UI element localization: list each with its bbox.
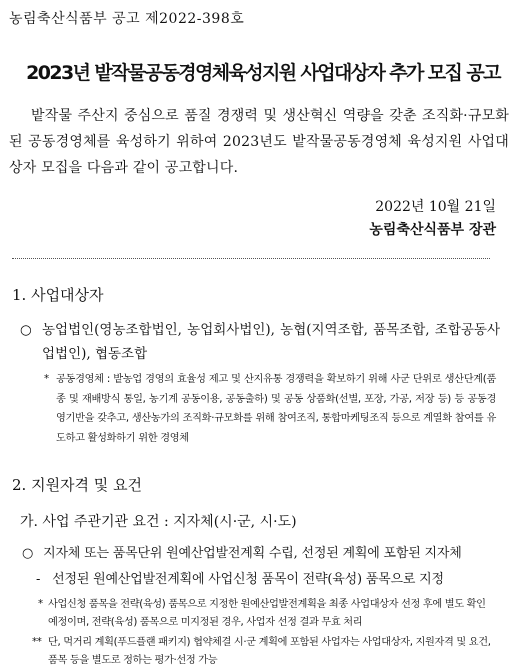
strategic-item-requirement-text: 선정된 원예산업발전계획에 사업신청 품목이 전략(육성) 품목으로 지정 [52, 572, 444, 587]
joint-management-note [44, 370, 496, 448]
eligible-applicants-item [20, 318, 500, 366]
eligible-applicants-text: 농업법인(영농조합법인, 농업회사법인), 농협(지역조합, 품목조합, 조합공동사업법인), 협동조합 [42, 322, 500, 362]
strategic-item-note [38, 596, 496, 632]
asterisk-icon: * [44, 374, 49, 385]
section-heading-eligible-applicants: 1. 사업대상자 [12, 286, 104, 304]
ministry-signature: 농림축산식품부 장관 [369, 222, 496, 238]
host-agency-requirement-text: 지자체 또는 품목단위 원예산업발전계획 수립, 선정된 계획에 포함된 지자체 [43, 546, 462, 561]
dash-icon: - [36, 572, 41, 587]
joint-management-note-text: 공동경영체 : 밭농업 경영의 효율성 제고 및 산지유통 경쟁력을 확보하기 위해 사군 단위로 생산단계(품종 및 재배방식 통일, 농기계 공동이용, 공동출하) 및 공동 상품화(선별, 포장, 가공, 저장 등) 등 공동경영기반을 갖추고, 생산농가의 조직화·규모화를 위해 참여조직, 통합마케팅조직 등으로 계열화 참여를 유도하고 활성화하기 위한 경영체 [56, 374, 496, 444]
food-plan-exception-note-text: 단, 먹거리 계획(푸드플랜 패키지) 협약체결 시·군 계획에 포함된 사업자는 사업대상자, 지원자격 및 요건, 품목 등을 별도로 정하는 평가·선정 가능 [48, 637, 491, 666]
subheading-host-agency: 가. 사업 주관기관 요건 : 지자체(시·군, 시·도) [20, 514, 297, 530]
notice-title: 2023년 밭작물공동경영체육성지원 사업대상자 추가 모집 공고 [26, 62, 500, 84]
asterisk-icon: * [38, 599, 43, 610]
double-asterisk-icon: ** [32, 637, 42, 648]
strategic-item-requirement [36, 568, 444, 587]
section-divider [12, 258, 490, 259]
circle-bullet-icon: ○ [20, 322, 32, 338]
section-heading-qualifications: 2. 지원자격 및 요건 [12, 476, 143, 494]
notice-number: 농림축산식품부 공고 제2022-398호 [9, 11, 245, 27]
strategic-item-note-text: 사업신청 품목을 전략(육성) 품목으로 지정한 원예산업발전계획을 최종 사업대상자 선정 후에 별도 확인 예정이며, 전략(육성) 품목으로 미지정된 경우, 사업자 선정 결과 무효 처리 [48, 599, 486, 628]
food-plan-exception-note [32, 634, 496, 670]
host-agency-requirement [22, 542, 462, 561]
intro-paragraph: 밭작물 주산지 중심으로 품질 경쟁력 및 생산혁신 역량을 갖춘 조직화·규모화된 공동경영체를 육성하기 위하여 2023년도 밭작물공동경영체 육성지원 사업대상자 모집을 다음과 같이 공고합니다. [9, 108, 509, 176]
circle-bullet-icon: ○ [22, 546, 34, 561]
notice-date: 2022년 10월 21일 [375, 199, 496, 215]
